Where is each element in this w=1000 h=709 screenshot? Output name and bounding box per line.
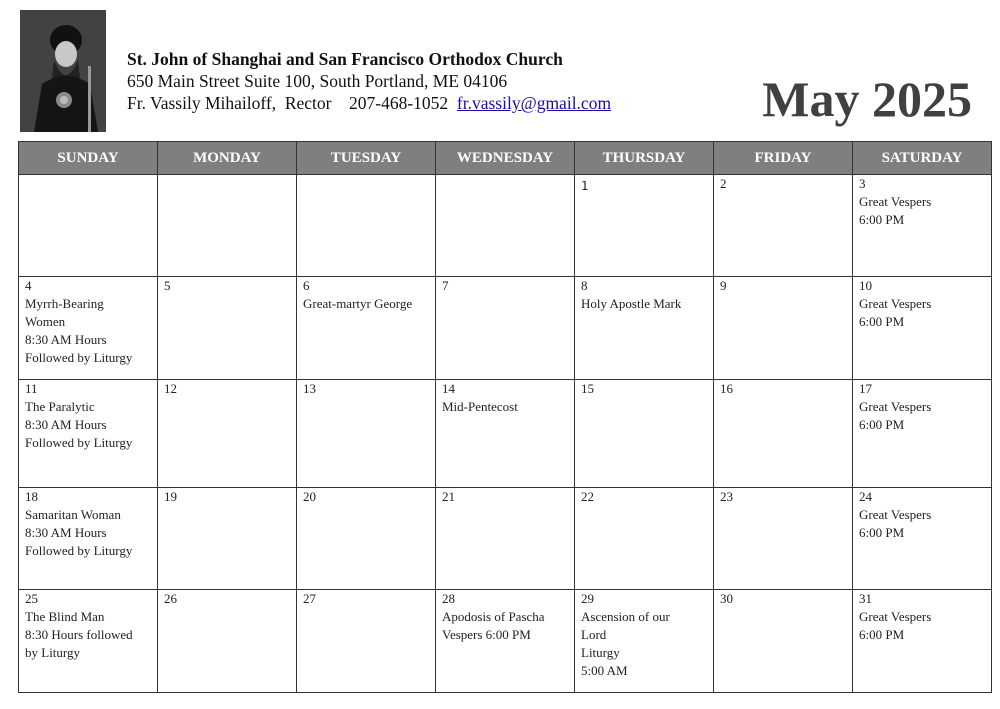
day-cell-13 [297, 380, 436, 488]
event-line: 6:00 PM [859, 525, 905, 540]
day-cell-26 [158, 590, 297, 693]
day-number: 15 [581, 381, 594, 396]
event-line: 8:30 AM Hours [25, 417, 107, 432]
day-cell-6 [297, 277, 436, 380]
day-number: 25 [25, 591, 38, 606]
day-cell-28 [436, 590, 575, 693]
day-cell-30 [714, 590, 853, 693]
day-cell-9 [714, 277, 853, 380]
day-cell-25 [19, 590, 158, 693]
church-address: 650 Main Street Suite 100, South Portland, ME 04106 [127, 71, 508, 91]
event-line: Vespers 6:00 PM [442, 627, 531, 642]
day-cell-15 [575, 380, 714, 488]
day-number: 16 [720, 381, 733, 396]
day-cell-21 [436, 488, 575, 590]
weekday-header-tuesday: TUESDAY [297, 142, 436, 175]
day-number: 27 [303, 591, 316, 606]
rector-name: Fr. Vassily Mihailoff, Rector [127, 93, 332, 113]
day-number: 3 [859, 176, 866, 191]
event-line: 6:00 PM [859, 314, 905, 329]
day-cell-empty [158, 175, 297, 277]
day-cell-10 [853, 277, 992, 380]
church-name: St. John of Shanghai and San Francisco Orthodox Church [127, 49, 563, 69]
day-cell-27 [297, 590, 436, 693]
event-line: Great Vespers [859, 609, 932, 624]
event-line: Great Vespers [859, 296, 932, 311]
phone-number: 207-468-1052 [349, 93, 449, 113]
day-number: 12 [164, 381, 177, 396]
day-cell-31 [853, 590, 992, 693]
calendar-grid [18, 141, 992, 693]
day-cell-29 [575, 590, 714, 693]
event-line: 8:30 AM Hours [25, 332, 107, 347]
calendar-week-row [19, 590, 992, 693]
day-cell-19 [158, 488, 297, 590]
day-cell-12 [158, 380, 297, 488]
day-cell-3 [853, 175, 992, 277]
day-cell-14 [436, 380, 575, 488]
day-number: 10 [859, 278, 872, 293]
day-cell-empty [436, 175, 575, 277]
day-number: 5 [164, 278, 171, 293]
day-number: 14 [442, 381, 455, 396]
event-line: Myrrh-Bearing [25, 296, 104, 311]
day-number: 30 [720, 591, 733, 606]
church-portrait-image [20, 10, 106, 132]
event-line: by Liturgy [25, 645, 81, 660]
event-line: 6:00 PM [859, 627, 905, 642]
event-line: Followed by Liturgy [25, 435, 133, 450]
day-number: 28 [442, 591, 455, 606]
day-number: 8 [581, 278, 588, 293]
day-cell-20 [297, 488, 436, 590]
day-number: 4 [25, 278, 32, 293]
day-number: 31 [859, 591, 872, 606]
day-number: 22 [581, 489, 594, 504]
calendar-week-row [19, 175, 992, 277]
calendar-week-row [19, 277, 992, 380]
event-line: Samaritan Woman [25, 507, 121, 522]
day-number: 2 [720, 176, 727, 191]
event-line: 8:30 AM Hours [25, 525, 107, 540]
event-line: Great Vespers [859, 399, 932, 414]
day-number: 24 [859, 489, 872, 504]
day-cell-empty [297, 175, 436, 277]
day-number: 9 [720, 278, 727, 293]
day-cell-18 [19, 488, 158, 590]
day-cell-2 [714, 175, 853, 277]
calendar-week-row [19, 488, 992, 590]
event-line: Women [25, 314, 66, 329]
day-cell-23 [714, 488, 853, 590]
day-cell-8 [575, 277, 714, 380]
weekday-header-thursday: THURSDAY [575, 142, 714, 175]
event-line: Holy Apostle Mark [581, 296, 682, 311]
event-line: The Blind Man [25, 609, 105, 624]
event-line: 5:00 AM [581, 663, 628, 678]
event-line: Great Vespers [859, 194, 932, 209]
day-number: 7 [442, 278, 449, 293]
weekday-header-row [19, 142, 992, 175]
day-number: 20 [303, 489, 316, 504]
event-line: Apodosis of Pascha [442, 609, 545, 624]
day-number: 26 [164, 591, 177, 606]
month-title: May 2025 [762, 71, 972, 127]
day-cell-17 [853, 380, 992, 488]
event-line: Followed by Liturgy [25, 543, 133, 558]
event-line: Followed by Liturgy [25, 350, 133, 365]
day-number: 11 [25, 381, 38, 396]
day-cell-4 [19, 277, 158, 380]
weekday-header-saturday: SATURDAY [853, 142, 992, 175]
event-line: Great Vespers [859, 507, 932, 522]
day-cell-22 [575, 488, 714, 590]
day-number: 19 [164, 489, 177, 504]
day-number: 13 [303, 381, 316, 396]
day-cell-empty [19, 175, 158, 277]
day-number: 18 [25, 489, 38, 504]
weekday-header-monday: MONDAY [158, 142, 297, 175]
day-cell-24 [853, 488, 992, 590]
day-number: 17 [859, 381, 872, 396]
day-cell-11 [19, 380, 158, 488]
event-line: The Paralytic [25, 399, 95, 414]
event-line: 6:00 PM [859, 212, 905, 227]
day-number: 23 [720, 489, 733, 504]
event-line: Mid-Pentecost [442, 399, 518, 414]
event-line: Ascension of our [581, 609, 670, 624]
day-number: 1 [581, 179, 589, 193]
weekday-header-friday: FRIDAY [714, 142, 853, 175]
calendar-week-row [19, 380, 992, 488]
day-cell-16 [714, 380, 853, 488]
event-line: Liturgy [581, 645, 620, 660]
weekday-header-wednesday: WEDNESDAY [436, 142, 575, 175]
day-cell-7 [436, 277, 575, 380]
email-link[interactable]: fr.vassily@gmail.com [456, 93, 612, 113]
day-cell-1 [575, 175, 714, 277]
day-number: 6 [303, 278, 310, 293]
church-info [127, 48, 611, 114]
calendar-body [19, 175, 992, 693]
event-line: 8:30 Hours followed [25, 627, 133, 642]
event-line: Lord [581, 627, 607, 642]
weekday-header-sunday: SUNDAY [19, 142, 158, 175]
day-number: 29 [581, 591, 594, 606]
day-cell-5 [158, 277, 297, 380]
rector-contact-line [127, 92, 611, 114]
day-number: 21 [442, 489, 455, 504]
event-line: Great-martyr George [303, 296, 413, 311]
event-line: 6:00 PM [859, 417, 905, 432]
